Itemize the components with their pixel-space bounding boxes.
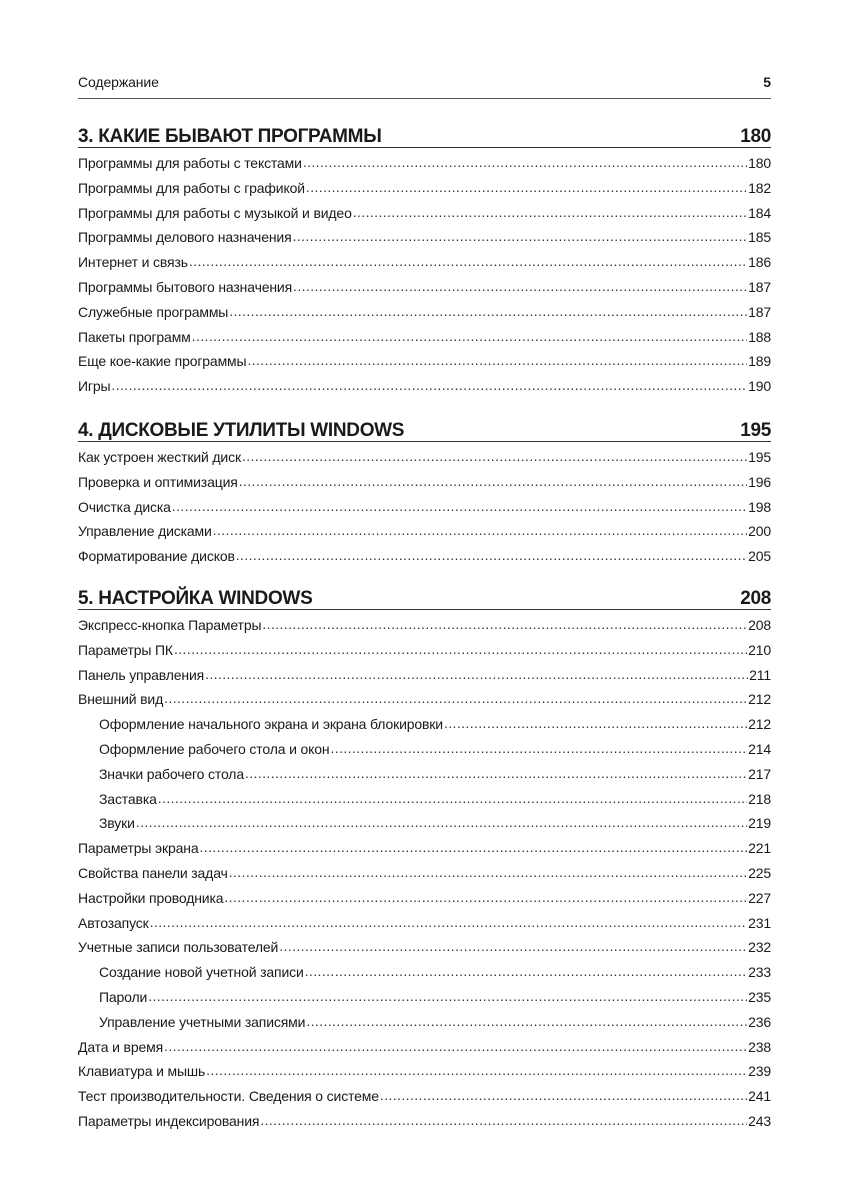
toc-entry-label: Параметры экрана [78, 840, 199, 857]
toc-entry-label: Программы бытового назначения [78, 278, 293, 295]
dot-leader [172, 494, 747, 519]
toc-entry-label: Программы для работы с графикой [78, 179, 305, 196]
toc-entry-page: 198 [748, 498, 771, 515]
header-page-number: 5 [763, 74, 771, 90]
dot-leader [158, 786, 747, 811]
toc-entry-page: 212 [748, 716, 771, 733]
chapter-heading[interactable] [78, 419, 771, 442]
toc-entry-label: Клавиатура и мышь [78, 1063, 206, 1080]
toc-entry-page: 239 [748, 1063, 771, 1080]
toc-entry[interactable] [78, 495, 771, 520]
dot-leader [293, 224, 748, 249]
toc-entry[interactable] [78, 886, 771, 911]
dot-leader [247, 348, 747, 373]
toc-entry[interactable] [78, 985, 771, 1010]
toc-entry-page: 190 [748, 378, 771, 395]
toc-entry[interactable] [78, 935, 771, 960]
toc-entry[interactable] [78, 349, 771, 374]
toc-entry[interactable] [78, 445, 771, 470]
toc-entry-label: Внешний вид [78, 691, 164, 708]
toc-entry-page: 205 [748, 548, 771, 565]
dot-leader [164, 686, 747, 711]
toc-entry[interactable] [78, 275, 771, 300]
toc-entry-page: 225 [748, 864, 771, 881]
dot-leader [245, 761, 747, 786]
toc-entry[interactable] [78, 712, 771, 737]
toc-entries [78, 613, 771, 1134]
toc-entry-label: Оформление начального экрана и экрана блокировки [99, 716, 443, 733]
toc-entry-label: Звуки [99, 815, 135, 832]
header-title: Содержание [78, 74, 159, 90]
toc-entry[interactable] [78, 325, 771, 350]
toc-entry[interactable] [78, 836, 771, 861]
chapter-4 [78, 419, 771, 569]
toc-entry-label: Программы делового назначения [78, 229, 292, 246]
toc-entry-page: 227 [748, 889, 771, 906]
toc-entry-page: 211 [749, 666, 771, 683]
toc-entry-page: 214 [748, 740, 771, 757]
dot-leader [206, 1058, 747, 1083]
dot-leader [189, 249, 747, 274]
toc-entry-label: Создание новой учетной записи [99, 964, 304, 981]
toc-entry-label: Управление учетными записями [99, 1013, 306, 1030]
toc-entry-page: 238 [748, 1038, 771, 1055]
toc-entry-page: 231 [748, 914, 771, 931]
toc-entry-page: 189 [748, 353, 771, 370]
toc-entry-page: 196 [748, 473, 771, 490]
dot-leader [239, 469, 747, 494]
toc-entry-page: 185 [748, 229, 771, 246]
toc-entry-page: 218 [748, 790, 771, 807]
toc-entry-page: 236 [748, 1013, 771, 1030]
dot-leader [305, 959, 747, 984]
toc-entry-label: Программы для работы с текстами [78, 155, 302, 171]
toc-entries [78, 151, 771, 399]
toc-entry-label: Параметры ПК [78, 641, 173, 658]
toc-entry[interactable] [78, 613, 771, 638]
dot-leader [353, 200, 747, 225]
dot-leader [306, 175, 747, 200]
toc-entry-label: Учетные записи пользователей [78, 939, 279, 956]
chapter-page: 195 [740, 420, 771, 441]
toc-entry-label: Автозапуск [78, 914, 149, 931]
chapter-heading[interactable] [78, 125, 771, 148]
chapter-heading[interactable] [78, 587, 771, 610]
toc-entry-page: 184 [748, 204, 771, 221]
toc-entry[interactable] [78, 250, 771, 275]
toc-entry-label: Дата и время [78, 1038, 164, 1055]
toc-entry-label: Игры [78, 378, 111, 395]
toc-entry-label: Панель управления [78, 666, 205, 683]
dot-leader [213, 518, 747, 543]
toc-entry-label: Экспресс-кнопка Параметры [78, 617, 262, 633]
chapter-3 [78, 125, 771, 399]
toc-entry-label: Интернет и связь [78, 254, 188, 271]
dot-leader [205, 662, 748, 687]
toc-entry-page: 208 [748, 617, 771, 633]
toc-entry[interactable] [78, 300, 771, 325]
toc-entry-label: Управление дисками [78, 523, 212, 540]
toc-entry[interactable] [78, 861, 771, 886]
toc-entry-page: 221 [748, 840, 771, 857]
chapter-title: 4. ДИСКОВЫЕ УТИЛИТЫ WINDOWS [78, 420, 405, 441]
dot-leader [111, 373, 747, 398]
toc-entry-page: 232 [748, 939, 771, 956]
toc-entry-label: Еще кое-какие программы [78, 353, 247, 370]
toc-entry-page: 233 [748, 964, 771, 981]
toc-entry-page: 212 [748, 691, 771, 708]
toc-entry[interactable] [78, 1035, 771, 1060]
toc-entry[interactable] [78, 374, 771, 399]
toc-entry-label: Проверка и оптимизация [78, 473, 238, 490]
dot-leader [164, 1034, 747, 1059]
dot-leader [331, 736, 748, 761]
dot-leader [150, 910, 747, 935]
toc-entry[interactable] [78, 151, 771, 176]
dot-leader [229, 860, 747, 885]
chapter-5 [78, 587, 771, 1134]
toc-entry-page: 217 [748, 765, 771, 782]
toc-entry[interactable] [78, 1109, 771, 1134]
toc-entry-page: 182 [748, 179, 771, 196]
running-header [78, 74, 771, 99]
toc-entry-label: Заставка [99, 790, 157, 807]
toc-entry[interactable] [78, 176, 771, 201]
toc-entry-page: 187 [748, 278, 771, 295]
dot-leader [136, 810, 747, 835]
dot-leader [306, 1009, 747, 1034]
dot-leader [148, 984, 747, 1009]
toc-entry[interactable] [78, 960, 771, 985]
toc-entry-page: 180 [748, 155, 771, 171]
toc-entry[interactable] [78, 687, 771, 712]
toc-entry-label: Как устроен жесткий диск [78, 449, 241, 465]
toc-entry-label: Тест производительности. Сведения о системе [78, 1088, 379, 1105]
dot-leader [380, 1083, 747, 1108]
toc-entry[interactable] [78, 787, 771, 812]
toc-entry-label: Служебные программы [78, 303, 229, 320]
toc-entry[interactable] [78, 1059, 771, 1084]
toc-entry-label: Пакеты программ [78, 328, 191, 345]
toc-entry-page: 187 [748, 303, 771, 320]
dot-leader [199, 835, 747, 860]
toc-entry-label: Свойства панели задач [78, 864, 228, 881]
toc-entry-label: Программы для работы с музыкой и видео [78, 204, 352, 221]
toc-entry-page: 200 [748, 523, 771, 540]
chapter-title: 3. КАКИЕ БЫВАЮТ ПРОГРАММЫ [78, 126, 382, 147]
toc-entry-page: 219 [748, 815, 771, 832]
toc-entry-label: Значки рабочего стола [99, 765, 244, 782]
dot-leader [293, 274, 747, 299]
dot-leader [224, 885, 747, 910]
toc-entry-page: 241 [748, 1088, 771, 1105]
toc-entry-page: 188 [748, 328, 771, 345]
toc-entry-label: Параметры индексирования [78, 1112, 260, 1129]
dot-leader [174, 637, 747, 662]
toc-entry-label: Форматирование дисков [78, 548, 235, 565]
toc-entry[interactable] [78, 201, 771, 226]
toc-entry[interactable] [78, 737, 771, 762]
chapter-title: 5. НАСТРОЙКА WINDOWS [78, 588, 313, 609]
toc-entry[interactable] [78, 1084, 771, 1109]
toc-entry-label: Настройки проводника [78, 889, 224, 906]
dot-leader [262, 612, 747, 637]
dot-leader [260, 1108, 747, 1133]
toc-entry-page: 186 [748, 254, 771, 271]
toc-entry[interactable] [78, 544, 771, 569]
toc-entry-label: Пароли [99, 988, 148, 1005]
toc-entries [78, 445, 771, 569]
toc-entry[interactable] [78, 1010, 771, 1035]
chapter-page: 208 [740, 588, 771, 609]
toc-entry-label: Очистка диска [78, 498, 171, 515]
dot-leader [192, 324, 747, 349]
dot-leader [242, 444, 747, 469]
toc-entry[interactable] [78, 470, 771, 495]
toc-entry[interactable] [78, 811, 771, 836]
toc-entry-label: Оформление рабочего стола и окон [99, 740, 330, 757]
toc-entry-page: 195 [748, 449, 771, 465]
toc-entry[interactable] [78, 663, 771, 688]
dot-leader [303, 150, 747, 175]
toc-entry[interactable] [78, 638, 771, 663]
chapter-page: 180 [740, 126, 771, 147]
dot-leader [229, 299, 747, 324]
toc-entry[interactable] [78, 762, 771, 787]
dot-leader [279, 934, 747, 959]
dot-leader [236, 543, 747, 568]
toc-entry[interactable] [78, 225, 771, 250]
toc-entry[interactable] [78, 519, 771, 544]
toc-entry-page: 243 [748, 1112, 771, 1129]
dot-leader [444, 711, 747, 736]
toc-entry-page: 235 [748, 988, 771, 1005]
toc-entry[interactable] [78, 911, 771, 936]
toc-entry-page: 210 [748, 641, 771, 658]
